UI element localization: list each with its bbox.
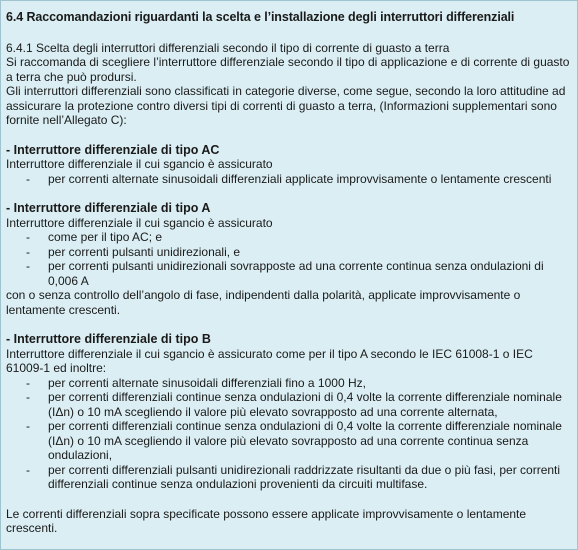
type-a-description: Interruttore differenziale il cui sgancio è assicurato [6, 215, 273, 230]
type-ac-list [6, 172, 572, 187]
section-heading: 6.4 Raccomandazioni riguardanti la scelta e l’installazione degli interruttori differenziali [6, 10, 515, 24]
intro-paragraph-2: Gli interruttori differenziali sono classificati in categorie diverse, come segue, secondo la loro attitudine ad assicurare la protezione contro diversi tipi di correnti di guasto a terra, (Informazioni supplementari sono fornite nell’Allegato C): [6, 84, 566, 127]
list-item: - per correnti alternate sinusoidali differenziali applicate improvvisamente o lentamente crescenti [6, 172, 572, 187]
list-item: - per correnti differenziali continue senza ondulazioni di 0,4 volte la corrente differenziale nominale (IΔn) o 10 mA scegliendo il valore più elevato sovrapposto ad una corrente alternata, [6, 390, 572, 419]
type-a-list [6, 230, 572, 288]
type-a-footer: con o senza controllo dell’angolo di fase, indipendenti dalla polarità, applicate improvvisamente o lentamente crescenti. [6, 288, 521, 317]
closing-paragraph: Le correnti differenziali sopra specificate possono essere applicate improvvisamente o lentamente crescenti. [6, 506, 527, 535]
intro-subheading: 6.4.1 Scelta degli interruttori differenziali secondo il tipo di corrente di guasto a terra [6, 40, 450, 55]
type-b-title: - Interruttore differenziale di tipo B [6, 332, 211, 346]
list-item: - per correnti differenziali continue senza ondulazioni di 0,4 volte la corrente differenziale nominale (IΔn) o 10 mA scegliendo il valore più elevato sovrapposto ad una corrente continua senza ondulazioni, [6, 419, 572, 463]
type-b-block [6, 332, 572, 492]
type-b-description: Interruttore differenziale il cui sgancio è assicurato come per il tipo A secondo le IEC 61008-1 o IEC 61009-1 ed inoltre: [6, 346, 533, 375]
list-item: - come per il tipo AC; e [6, 230, 572, 245]
list-item: - per correnti pulsanti unidirezionali sovrapposte ad una corrente continua senza ondulazioni di 0,006 A [6, 259, 572, 288]
list-item: - per correnti differenziali pulsanti unidirezionali raddrizzate risultanti da due o più fasi, per correnti differenziali continue senza ondulazioni provenienti da circuiti multifase. [6, 463, 572, 492]
type-ac-title: - Interruttore differenziale di tipo AC [6, 142, 220, 157]
type-a-title: - Interruttore differenziale di tipo A [6, 201, 211, 215]
type-a-block [6, 201, 572, 317]
type-b-list [6, 376, 572, 492]
list-item: - per correnti pulsanti unidirezionali, e [6, 245, 572, 260]
intro-block [6, 41, 572, 128]
type-ac-description: Interruttore differenziale il cui sgancio è assicurato [6, 157, 273, 171]
intro-paragraph-1: Si raccomanda di scegliere l’interruttore differenziale secondo il tipo di applicazione e di corrente di guasto a terra che può prodursi. [6, 55, 570, 84]
type-ac-block [6, 143, 572, 187]
list-item: - per correnti alternate sinusoidali differenziali fino a 1000 Hz, [6, 376, 572, 391]
